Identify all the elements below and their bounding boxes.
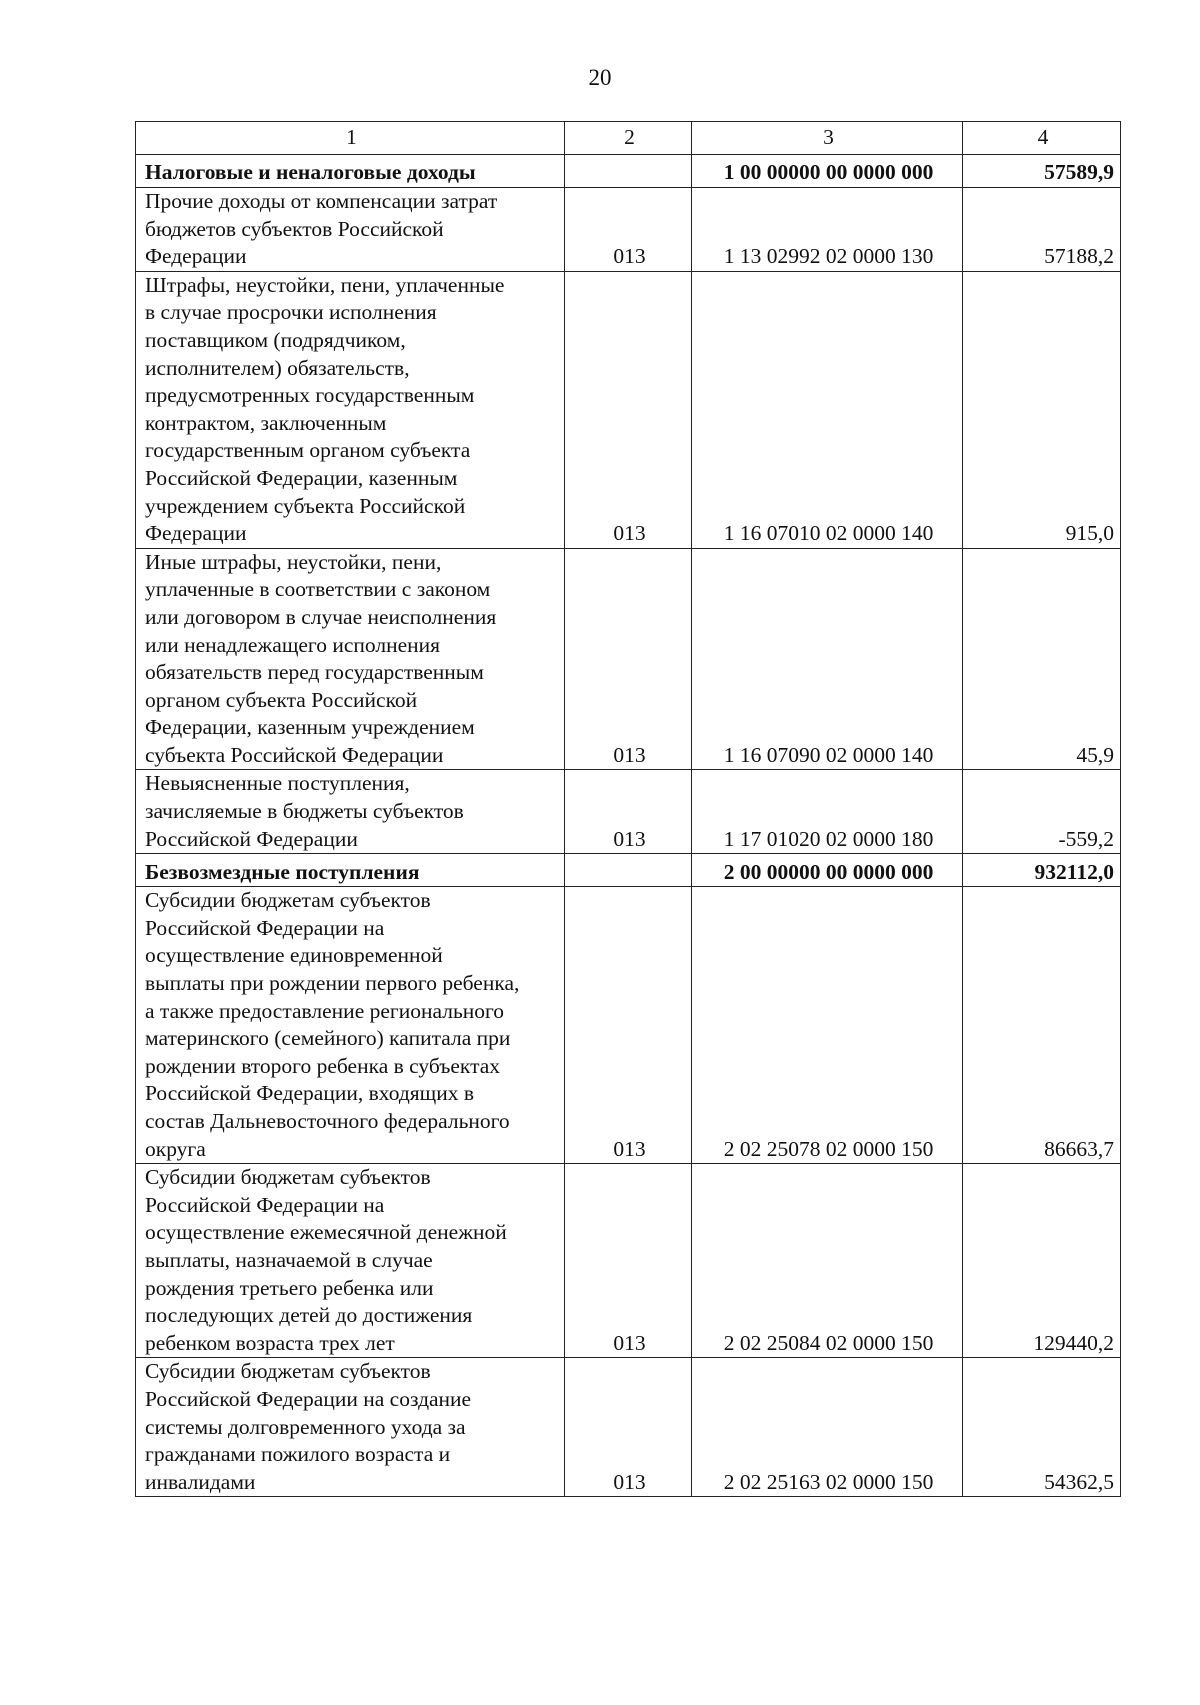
table-row: [136, 770, 1121, 854]
row-sum: -559,2: [963, 770, 1121, 854]
row-sum: 129440,2: [963, 1164, 1121, 1358]
row-classification-code: 2 02 25078 02 0000 150: [692, 887, 963, 1164]
row-name: Штрафы, неустойки, пени, уплаченные в случае просрочки исполнения поставщиком (подрядчиком, исполнителем) обязательств, предусмотренных государственным контрактом, заключенным государственным органом субъекта Российской Федерации, казенным учреждением субъекта Российской Федерации: [136, 271, 565, 548]
row-sum: 57188,2: [963, 188, 1121, 272]
revenue-table: [135, 121, 1121, 1497]
row-sum: 54362,5: [963, 1358, 1121, 1497]
row-classification-code: 1 17 01020 02 0000 180: [692, 770, 963, 854]
row-name: Субсидии бюджетам субъектов Российской Федерации на осуществление ежемесячной денежной выплаты, назначаемой в случае рождения третьего ребенка или последующих детей до достижения ребенком возраста трех лет: [136, 1164, 565, 1358]
row-name: Субсидии бюджетам субъектов Российской Федерации на осуществление единовременной выплаты при рождении первого ребенка, а также предоставление регионального материнского (семейного) капитала при рождении второго ребенка в субъектах Российской Федерации, входящих в состав Дальневосточного федерального округа: [136, 887, 565, 1164]
row-classification-code: 1 00 00000 00 0000 000: [692, 155, 963, 188]
row-admin-code: 013: [565, 188, 692, 272]
row-admin-code: 013: [565, 887, 692, 1164]
column-header-1: 1: [136, 122, 565, 155]
table-row: [136, 188, 1121, 272]
row-admin-code: [565, 854, 692, 887]
row-classification-code: 2 00 00000 00 0000 000: [692, 854, 963, 887]
table-header-row: [136, 122, 1121, 155]
table-row: [136, 548, 1121, 770]
row-sum: 86663,7: [963, 887, 1121, 1164]
row-admin-code: 013: [565, 271, 692, 548]
row-classification-code: 2 02 25163 02 0000 150: [692, 1358, 963, 1497]
row-admin-code: 013: [565, 770, 692, 854]
row-classification-code: 1 16 07090 02 0000 140: [692, 548, 963, 770]
table-row: [136, 155, 1121, 188]
table-row: [136, 1164, 1121, 1358]
row-sum: 915,0: [963, 271, 1121, 548]
row-sum: 932112,0: [963, 854, 1121, 887]
column-header-3: 3: [692, 122, 963, 155]
table-row: [136, 271, 1121, 548]
row-name: Невыясненные поступления, зачисляемые в бюджеты субъектов Российской Федерации: [136, 770, 565, 854]
row-classification-code: 2 02 25084 02 0000 150: [692, 1164, 963, 1358]
row-sum: 45,9: [963, 548, 1121, 770]
row-sum: 57589,9: [963, 155, 1121, 188]
row-name: Безвозмездные поступления: [136, 854, 565, 887]
page-number: 20: [588, 65, 612, 90]
table-row: [136, 854, 1121, 887]
row-name: Налоговые и неналоговые доходы: [136, 155, 565, 188]
row-admin-code: 013: [565, 548, 692, 770]
row-admin-code: 013: [565, 1164, 692, 1358]
row-admin-code: [565, 155, 692, 188]
row-admin-code: 013: [565, 1358, 692, 1497]
row-name: Прочие доходы от компенсации затрат бюджетов субъектов Российской Федерации: [136, 188, 565, 272]
row-classification-code: 1 13 02992 02 0000 130: [692, 188, 963, 272]
column-header-4: 4: [963, 122, 1121, 155]
row-name: Субсидии бюджетам субъектов Российской Федерации на создание системы долговременного ухода за гражданами пожилого возраста и инвалидами: [136, 1358, 565, 1497]
row-classification-code: 1 16 07010 02 0000 140: [692, 271, 963, 548]
table-row: [136, 887, 1121, 1164]
row-name: Иные штрафы, неустойки, пени, уплаченные в соответствии с законом или договором в случае неисполнения или ненадлежащего исполнения обязательств перед государственным органом субъекта Российской Федерации, казенным учреждением субъекта Российской Федерации: [136, 548, 565, 770]
column-header-2: 2: [565, 122, 692, 155]
table-row: [136, 1358, 1121, 1497]
